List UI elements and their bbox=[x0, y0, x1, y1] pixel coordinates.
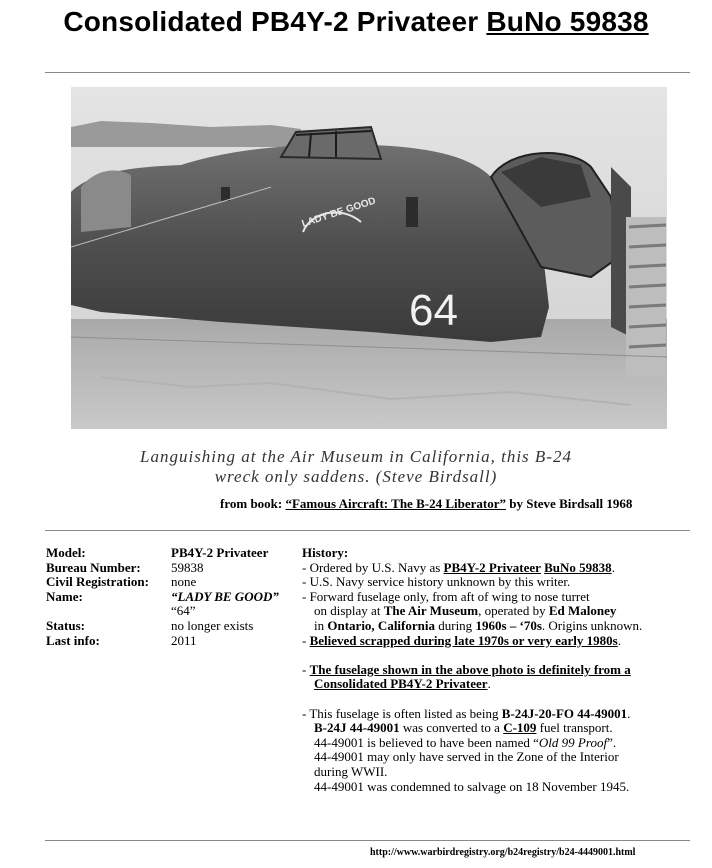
history-line: on display at The Air Museum, operated by Ed Maloney bbox=[314, 603, 617, 619]
aircraft-number: 64 bbox=[409, 286, 458, 335]
history-line: during WWII. bbox=[314, 763, 388, 779]
history-section bbox=[302, 546, 702, 794]
label-model: Model: bbox=[46, 545, 86, 560]
label-last-info: Last info: bbox=[46, 632, 100, 648]
label-name: Name: bbox=[46, 588, 83, 604]
nose-art-name: LADY BE GOOD bbox=[300, 195, 378, 230]
value-civil-registration: none bbox=[171, 574, 197, 590]
detail-values bbox=[171, 546, 301, 648]
label-bureau-number: Bureau Number: bbox=[46, 559, 141, 575]
page-title: Consolidated PB4Y-2 Privateer BuNo 59838 bbox=[63, 6, 649, 37]
value-last-info: 2011 bbox=[171, 632, 197, 648]
value-status: no longer exists bbox=[171, 617, 254, 633]
history-line: in Ontario, California during 1960s – ‘70s. Origins unknown. bbox=[314, 617, 643, 633]
history-line: - Believed scrapped during late 1970s or very early 1980s. bbox=[302, 632, 621, 648]
top-divider bbox=[45, 72, 690, 73]
history-line: 44-49001 may only have served in the Zone of the Interior bbox=[314, 749, 619, 765]
bottom-divider bbox=[45, 840, 690, 841]
value-name: “LADY BE GOOD” bbox=[171, 588, 279, 604]
label-civil-registration: Civil Registration: bbox=[46, 574, 149, 590]
book-title: “Famous Aircraft: The B-24 Liberator” bbox=[285, 496, 506, 511]
value-bureau-number: 59838 bbox=[171, 559, 204, 575]
label-spacer bbox=[46, 604, 171, 619]
history-line: - U.S. Navy service history unknown by this writer. bbox=[302, 574, 571, 590]
history-line: - Forward fuselage only, from aft of wing to nose turret bbox=[302, 588, 590, 604]
detail-labels bbox=[46, 546, 171, 648]
buno-title: BuNo 59838 bbox=[486, 6, 649, 37]
history-heading: History: bbox=[302, 545, 349, 560]
history-line: 44-49001 is believed to have been named “Old 99 Proof”. bbox=[314, 734, 617, 750]
fuselage-wreck-image bbox=[71, 87, 667, 429]
aircraft-photo bbox=[71, 87, 667, 429]
history-line: - Ordered by U.S. Navy as PB4Y-2 Privateer BuNo 59838. bbox=[302, 559, 615, 575]
history-line: 44-49001 was condemned to salvage on 18 November 1945. bbox=[314, 778, 630, 794]
value-name-number: “64” bbox=[171, 603, 196, 619]
source-url: http://www.warbirdregistry.org/b24registry/b24-4449001.html bbox=[370, 847, 636, 858]
label-status: Status: bbox=[46, 617, 86, 633]
history-line: B-24J 44-49001 was converted to a C-109 fuel transport. bbox=[314, 720, 613, 736]
value-model: PB4Y-2 Privateer bbox=[171, 545, 269, 560]
middle-divider bbox=[45, 530, 690, 531]
history-line: - This fuselage is often listed as being B-24J-20-FO 44-49001. bbox=[302, 705, 631, 721]
history-line: Consolidated PB4Y-2 Privateer. bbox=[314, 676, 491, 692]
history-line: - The fuselage shown in the above photo is definitely from a bbox=[302, 661, 631, 677]
source-credit: from book: “Famous Aircraft: The B-24 Liberator” by Steve Birdsall 1968 bbox=[220, 496, 633, 511]
photo-caption: Languishing at the Air Museum in California, this B-24 wreck only saddens. (Steve Birdsall) bbox=[140, 447, 572, 486]
